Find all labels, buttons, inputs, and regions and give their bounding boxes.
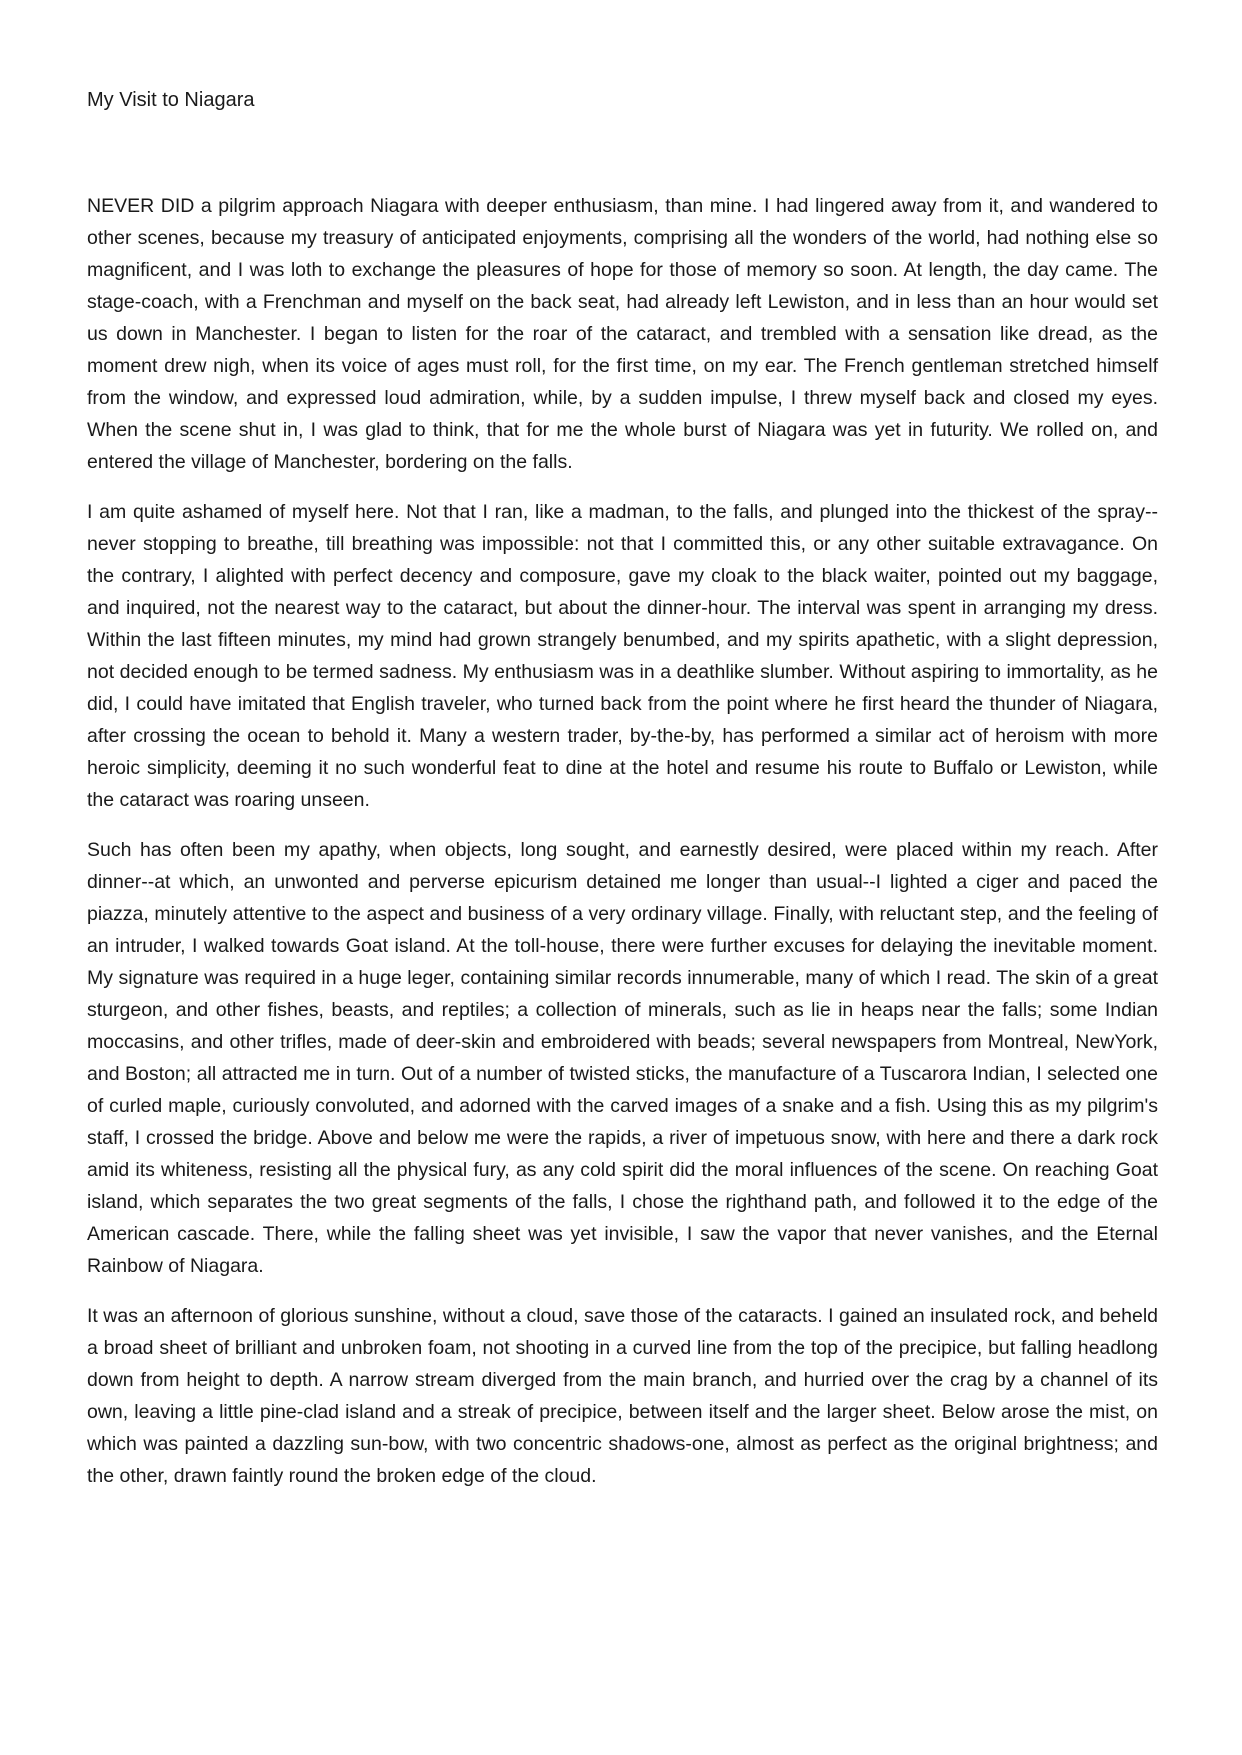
paragraph-1: NEVER DID a pilgrim approach Niagara with deeper enthusiasm, than mine. I had lingered away from it, and wandered to other scenes, because my treasury of anticipated enjoyments, comprising all the wonders of the world, had nothing else so magnificent, and I was loth to exchange the pleasures of hope for those of memory so soon. At length, the day came. The stage-coach, with a Frenchman and myself on the back seat, had already left Lewiston, and in less than an hour would set us down in Manchester. I began to listen for the roar of the cataract, and trembled with a sensation like dread, as the moment drew nigh, when its voice of ages must roll, for the first time, on my ear. The French gentleman stretched himself from the window, and expressed loud admiration, while, by a sudden impulse, I threw myself back and closed my eyes. When the scene shut in, I was glad to think, that for me the whole burst of Niagara was yet in futurity. We rolled on, and entered the village of Manchester, bordering on the falls. bbox=[87, 195, 1158, 473]
paragraph-2: I am quite ashamed of myself here. Not that I ran, like a madman, to the falls, and plunged into the thickest of the spray--never stopping to breathe, till breathing was impossible: not that I committed this, or any other suitable extravagance. On the contrary, I alighted with perfect decency and composure, gave my cloak to the black waiter, pointed out my baggage, and inquired, not the nearest way to the cataract, but about the dinner-hour. The interval was spent in arranging my dress. Within the last fifteen minutes, my mind had grown strangely benumbed, and my spirits apathetic, with a slight depression, not decided enough to be termed sadness. My enthusiasm was in a deathlike slumber. Without aspiring to immortality, as he did, I could have imitated that English traveler, who turned back from the point where he first heard the thunder of Niagara, after crossing the ocean to behold it. Many a western trader, by-the-by, has performed a similar act of heroism with more heroic simplicity, deeming it no such wonderful feat to dine at the hotel and resume his route to Buffalo or Lewiston, while the cataract was roaring unseen. bbox=[87, 501, 1158, 811]
paragraph-4: It was an afternoon of glorious sunshine, without a cloud, save those of the cataracts. I gained an insulated rock, and beheld a broad sheet of brilliant and unbroken foam, not shooting in a curved line from the top of the precipice, but falling headlong down from height to depth. A narrow stream diverged from the main branch, and hurried over the crag by a channel of its own, leaving a little pine-clad island and a streak of precipice, between itself and the larger sheet. Below arose the mist, on which was painted a dazzling sun-bow, with two concentric shadows-one, almost as perfect as the original brightness; and the other, drawn faintly round the broken edge of the cloud. bbox=[87, 1305, 1158, 1487]
document-body bbox=[87, 190, 1158, 1510]
document-title: My Visit to Niagara bbox=[87, 89, 255, 111]
paragraph-3: Such has often been my apathy, when objects, long sought, and earnestly desired, were placed within my reach. After dinner--at which, an unwonted and perverse epicurism detained me longer than usual--I lighted a ciger and paced the piazza, minutely attentive to the aspect and business of a very ordinary village. Finally, with reluctant step, and the feeling of an intruder, I walked towards Goat island. At the toll-house, there were further excuses for delaying the inevitable moment. My signature was required in a huge leger, containing similar records innumerable, many of which I read. The skin of a great sturgeon, and other fishes, beasts, and reptiles; a collection of minerals, such as lie in heaps near the falls; some Indian moccasins, and other trifles, made of deer-skin and embroidered with beads; several newspapers from Montreal, NewYork, and Boston; all attracted me in turn. Out of a number of twisted sticks, the manufacture of a Tuscarora Indian, I selected one of curled maple, curiously convoluted, and adorned with the carved images of a snake and a fish. Using this as my pilgrim's staff, I crossed the bridge. Above and below me were the rapids, a river of impetuous snow, with here and there a dark rock amid its whiteness, resisting all the physical fury, as any cold spirit did the moral influences of the scene. On reaching Goat island, which separates the two great segments of the falls, I chose the righthand path, and followed it to the edge of the American cascade. There, while the falling sheet was yet invisible, I saw the vapor that never vanishes, and the Eternal Rainbow of Niagara. bbox=[87, 839, 1158, 1277]
